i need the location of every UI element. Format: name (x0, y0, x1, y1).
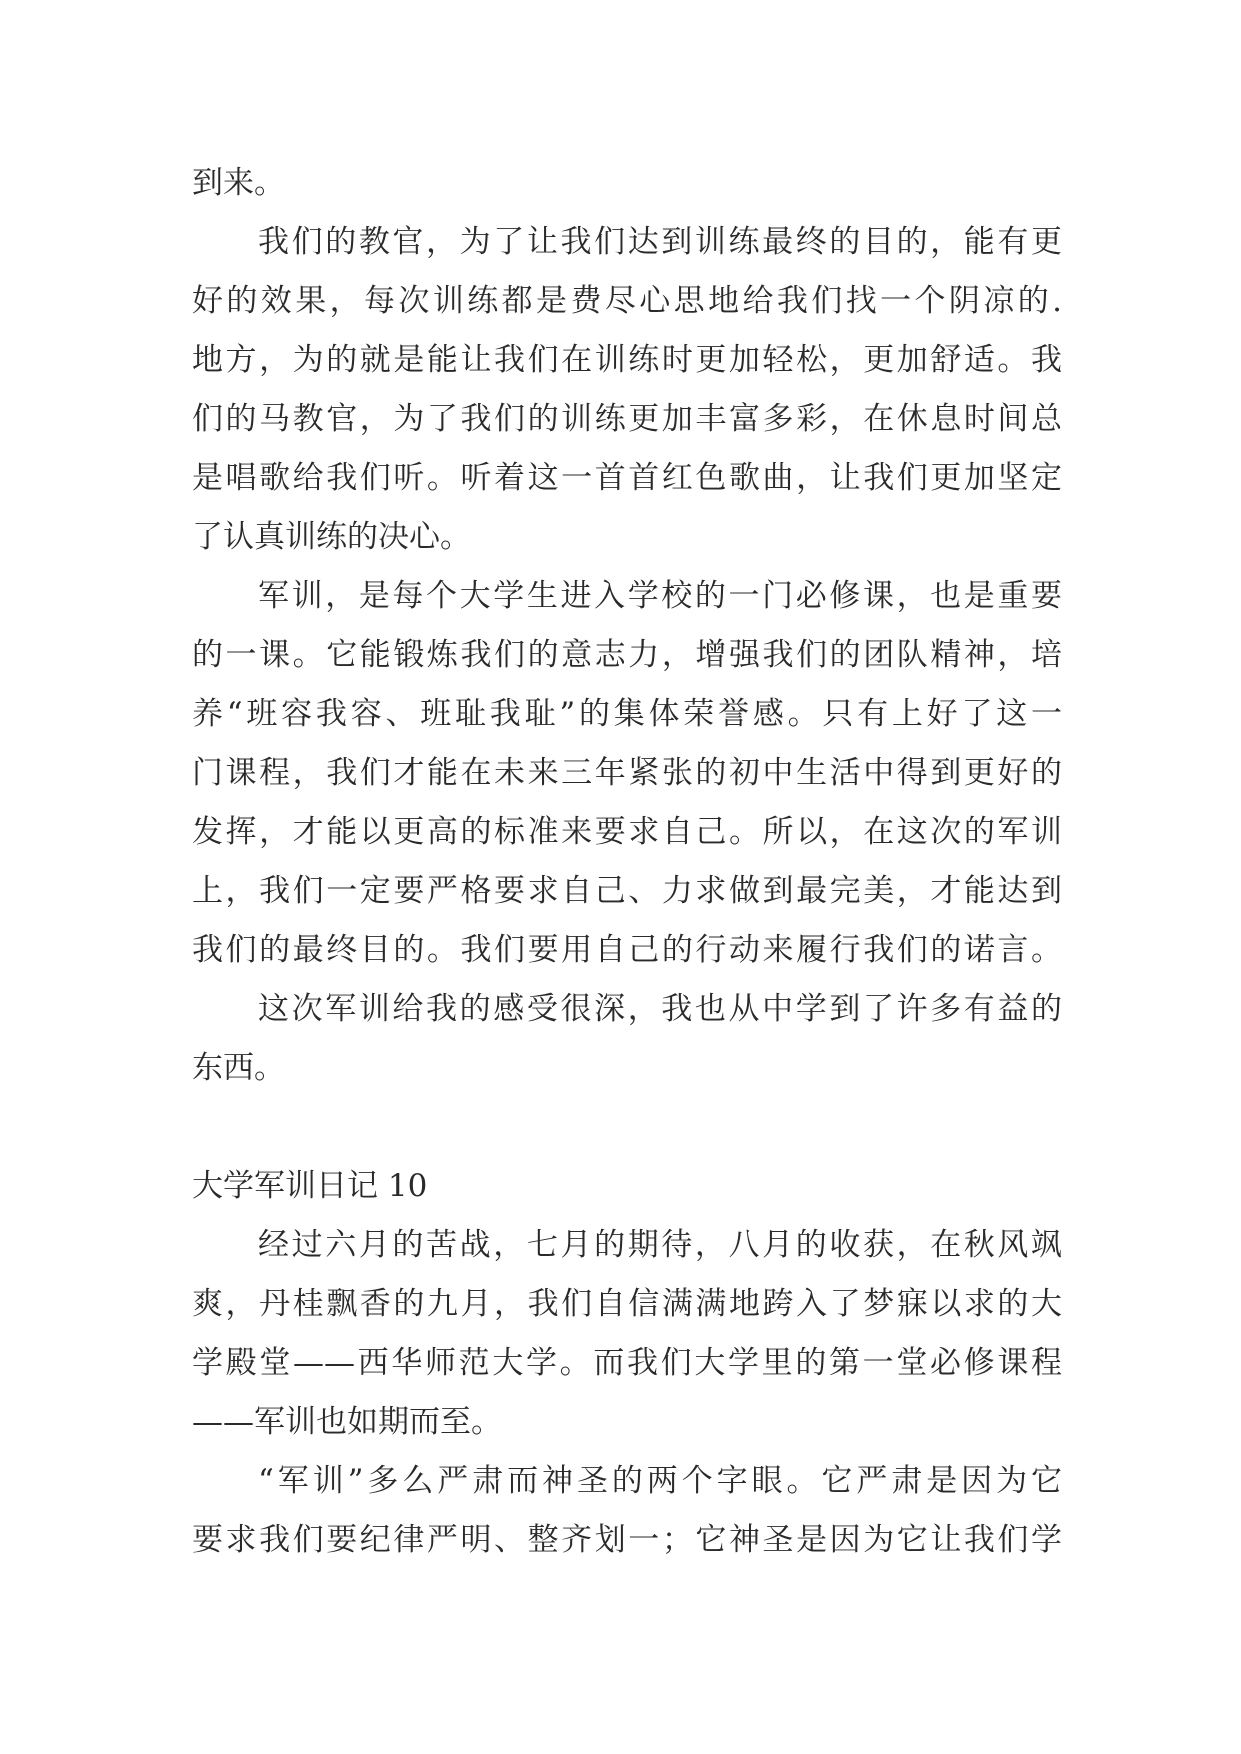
section-heading: 大学军训日记 10 (192, 1168, 428, 1204)
text-line: 们的马教官，为了我们的训练更加丰富多彩，在休息时间总 (192, 401, 1062, 437)
text-line: 地方，为的就是能让我们在训练时更加轻松，更加舒适。我 (192, 342, 1062, 378)
text-line: 到来。 (192, 165, 285, 201)
text-line: 这次军训给我的感受很深，我也从中学到了许多有益的 (258, 991, 1062, 1027)
text-line: 军训，是每个大学生进入学校的一门必修课，也是重要 (258, 578, 1062, 614)
document-body (192, 154, 1062, 1570)
text-line: 养“班容我容、班耻我耻”的集体荣誉感。只有上好了这一 (192, 696, 1062, 732)
text-line: 好的效果，每次训练都是费尽心思地给我们找一个阴凉的. (192, 283, 1062, 319)
text-line: 的一课。它能锻炼我们的意志力，增强我们的团队精神，培 (192, 637, 1062, 673)
text-line: ——军训也如期而至。 (192, 1404, 502, 1440)
text-line: 东西。 (192, 1050, 285, 1086)
text-line: 爽，丹桂飘香的九月，我们自信满满地跨入了梦寐以求的大 (192, 1286, 1062, 1322)
text-line: 了认真训练的决心。 (192, 519, 471, 555)
text-line: 经过六月的苦战，七月的期待，八月的收获，在秋风飒 (258, 1227, 1062, 1263)
text-line: 上，我们一定要严格要求自己、力求做到最完美，才能达到 (192, 873, 1062, 909)
text-line: 发挥，才能以更高的标准来要求自己。所以，在这次的军训 (192, 814, 1062, 850)
text-line: 是唱歌给我们听。听着这一首首红色歌曲，让我们更加坚定 (192, 460, 1062, 496)
text-line: 要求我们要纪律严明、整齐划一；它神圣是因为它让我们学 (192, 1522, 1062, 1558)
text-line: 门课程，我们才能在未来三年紧张的初中生活中得到更好的 (192, 755, 1062, 791)
text-line: “军训”多么严肃而神圣的两个字眼。它严肃是因为它 (258, 1463, 1062, 1499)
section-spacer (192, 1098, 1062, 1157)
text-line: 我们的最终目的。我们要用自己的行动来履行我们的诺言。 (192, 932, 1062, 968)
text-line: 学殿堂——西华师范大学。而我们大学里的第一堂必修课程 (192, 1345, 1062, 1381)
text-line: 我们的教官，为了让我们达到训练最终的目的，能有更 (258, 224, 1062, 260)
